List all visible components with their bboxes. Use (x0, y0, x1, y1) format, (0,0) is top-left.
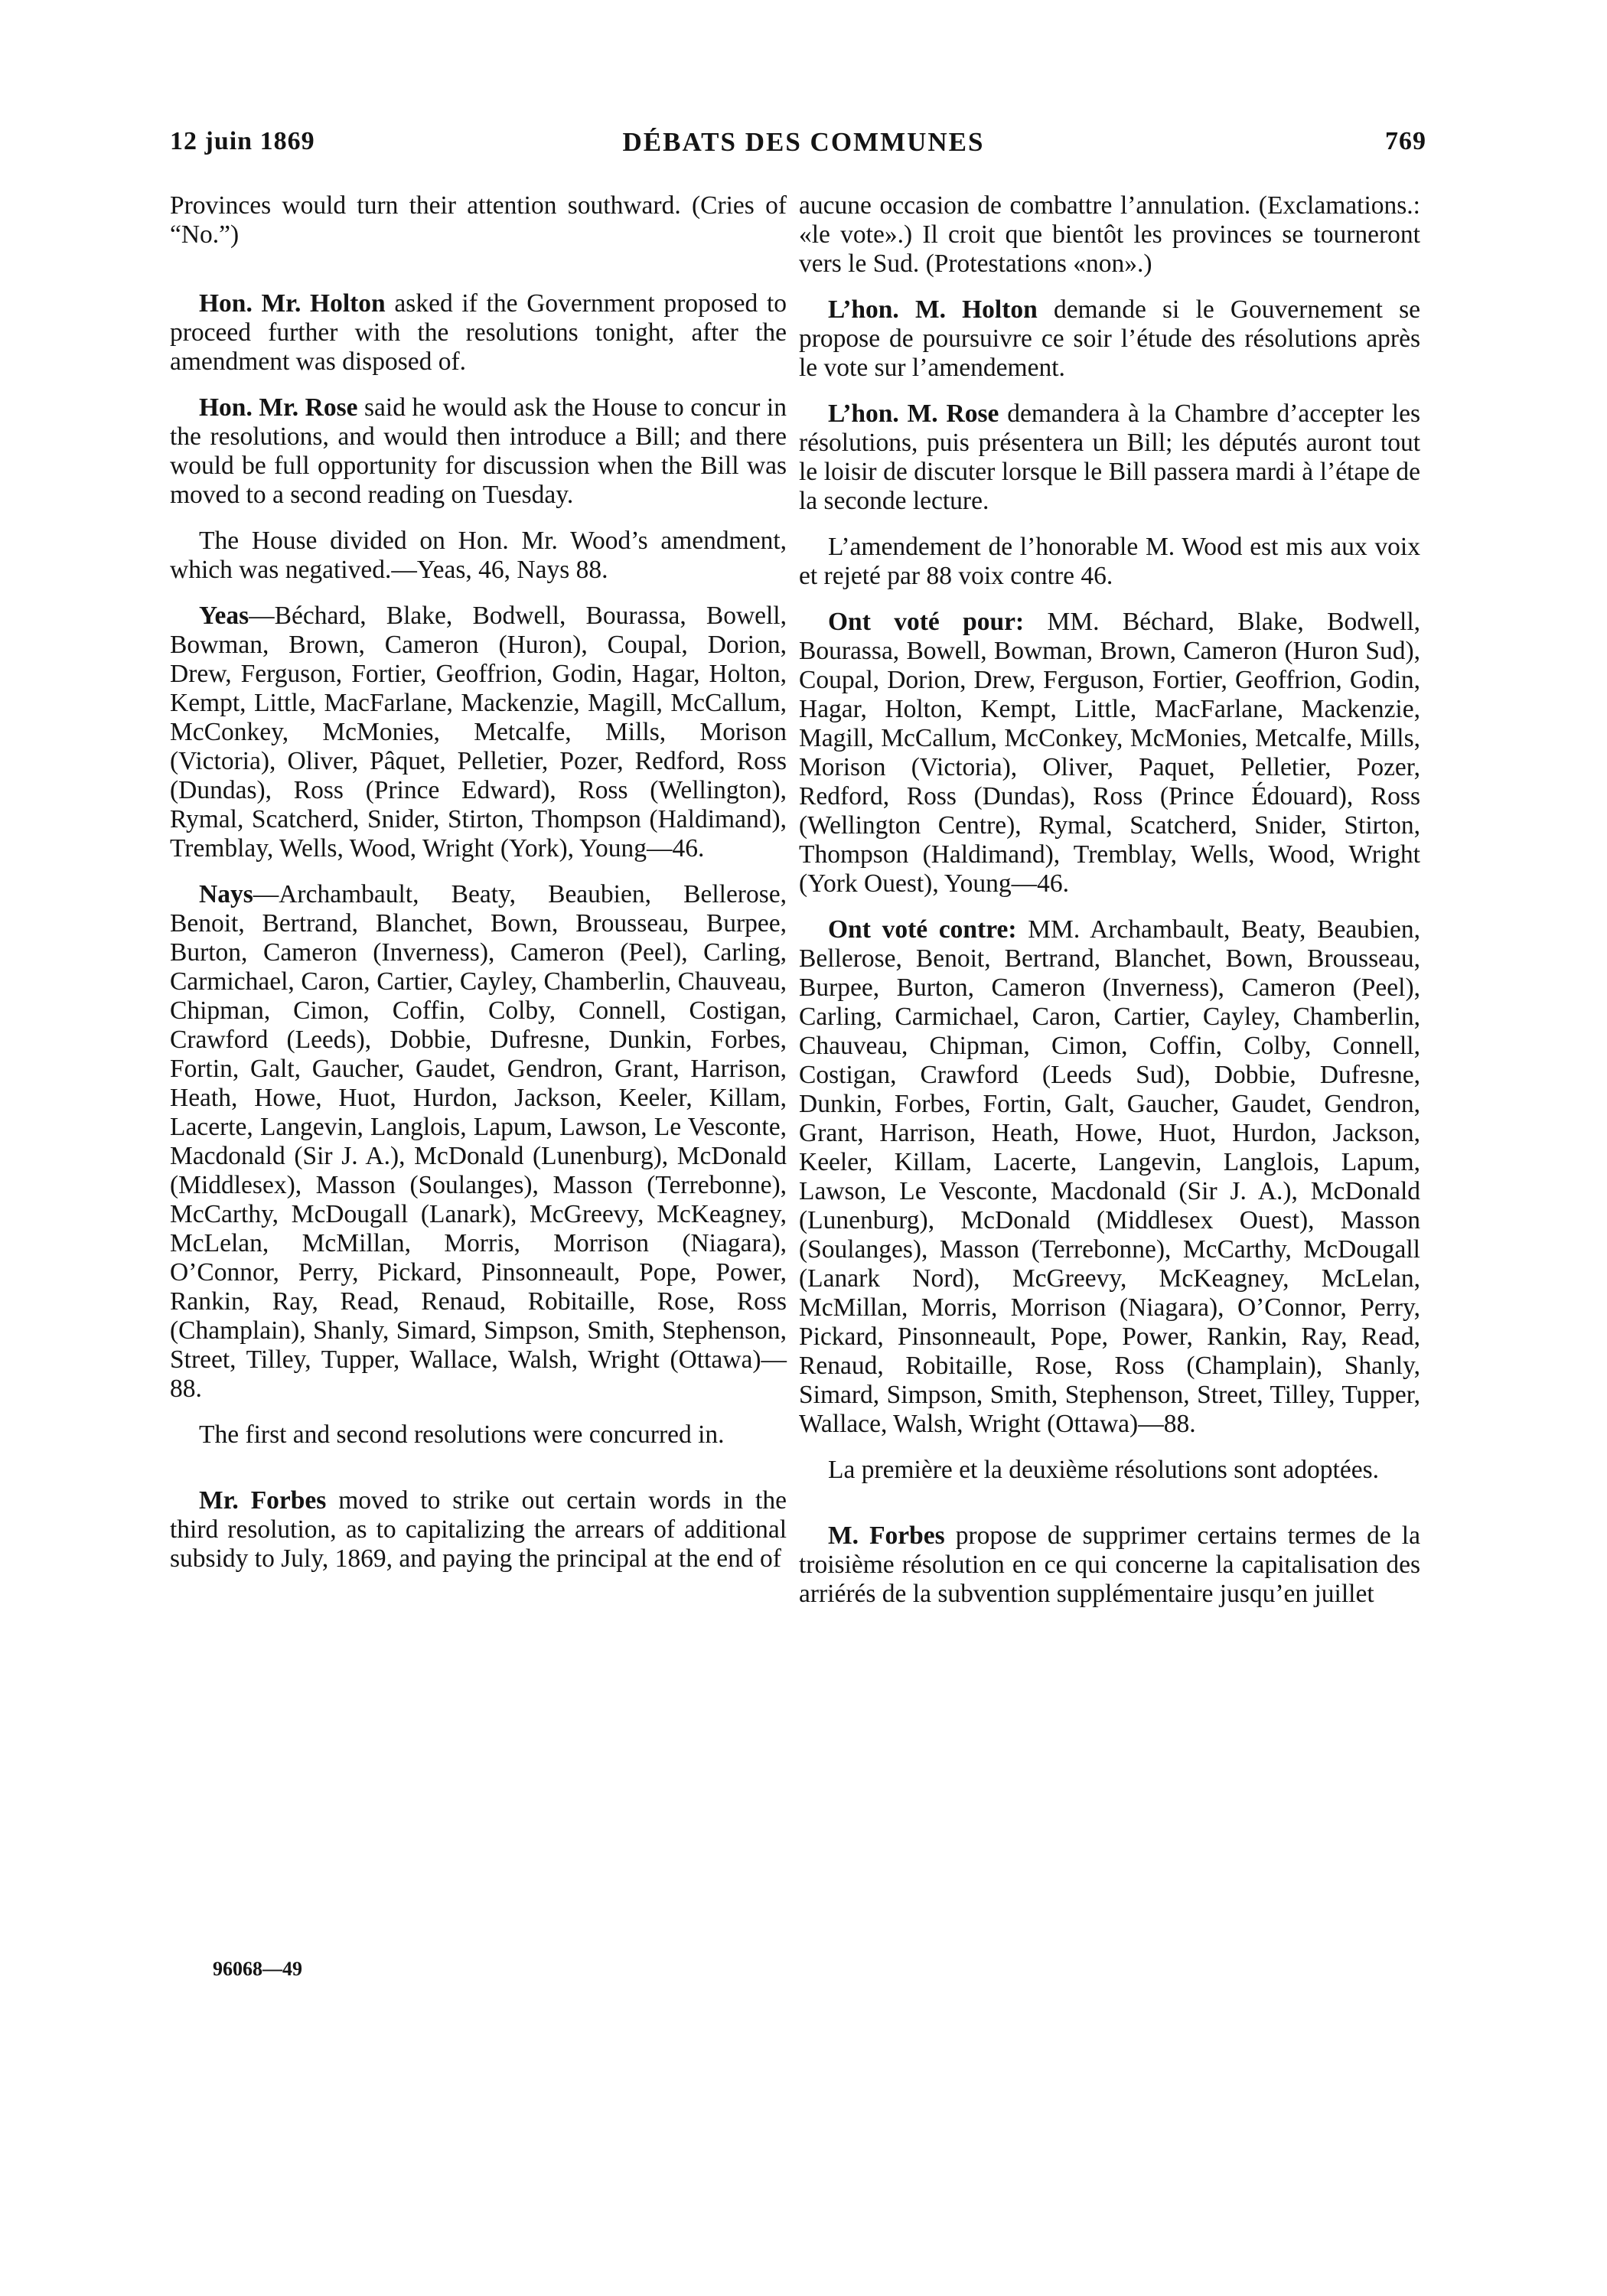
paragraph-text: asked if the Government proposed to proceed further with the resolutions tonight, after the amendment was disposed of. (170, 289, 787, 376)
yeas-list-fr (799, 608, 1420, 899)
paragraph-fr-4: L’amendement de l’honorable M. Wood est mis aux voix et rejeté par 88 voix contre 46. (799, 533, 1420, 590)
speaker-name: Hon. Mr. Holton (199, 289, 386, 318)
vote-label: Yeas (199, 602, 249, 630)
running-header-title: DÉBATS DES COMMUNES (622, 127, 985, 157)
paragraph-text: said he would ask the House to concur in the resolutions, and would then introduce a Bill; and there would be full opportunity for discussion when the Bill was moved to a second reading on Tuesday. (170, 393, 787, 509)
paragraph-fr-1: aucune occasion de combattre l’annulation. (Exclamations.: «le vote».) Il croit que bientôt les provinces se tourneront vers le Sud. (Protestations «non».) (799, 191, 1420, 278)
paragraph-fr-3 (799, 400, 1420, 516)
paragraph-en-3 (170, 393, 787, 510)
speaker-name: Hon. Mr. Rose (199, 393, 358, 422)
paragraph-en-2 (170, 289, 787, 377)
speaker-name: L’hon. M. Rose (828, 400, 999, 428)
paragraph-text: MM. Béchard, Blake, Bodwell, Bourassa, Bowell, Bowman, Brown, Cameron (Huron Sud), Coupal, Dorion, Drew, Ferguson, Fortier, Geoffrion, Godin, Hagar, Holton, Kempt, Little, MacFarlane, Mackenzie, Magill, McCallum, McConkey, McMonies, Metcalfe, Mills, Morison (Victoria), Oliver, Paquet, Pelletier, Pozer, Redford, Ross (Dundas), Ross (Prince Édouard), Ross (Wellington Centre), Rymal, Scatcherd, Snider, Stirton, Thompson (Haldimand), Tremblay, Wells, Wood, Wright (York Ouest), Young—46. (799, 608, 1420, 898)
speaker-name: Mr. Forbes (199, 1486, 327, 1515)
paragraph-fr-2 (799, 295, 1420, 383)
vote-label: Nays (199, 880, 253, 908)
paragraph-fr-8 (799, 1521, 1420, 1609)
paragraph-text: propose de supprimer certains termes de la troisième résolution en ce qui concerne la capitalisation des arriérés de la subvention supplémentaire jusqu’en juillet (799, 1521, 1420, 1608)
paragraph-text: —Archambault, Beaty, Beaubien, Bellerose, Benoit, Bertrand, Blanchet, Bown, Brousseau, Burpee, Burton, Cameron (Inverness), Cameron (Peel), Carling, Carmichael, Caron, Cartier, Cayley, Chamberlin, Chauveau, Chipman, Cimon, Coffin, Colby, Connell, Costigan, Crawford (Leeds), Dobbie, Dufresne, Dunkin, Forbes, Fortin, Galt, Gaucher, Gaudet, Gendron, Grant, Harrison, Heath, Howe, Huot, Hurdon, Jackson, Keeler, Killam, Lacerte, Langevin, Langlois, Lapum, Lawson, Le Vesconte, Macdonald (Sir J. A.), McDonald (Lunenburg), McDonald (Middlesex), Masson (Soulanges), Masson (Terrebonne), McCarthy, McDougall (Lanark), McGreevy, McKeagney, McLelan, McMillan, Morris, Morrison (Niagara), O’Connor, Perry, Pickard, Pinsonneault, Pope, Power, Rankin, Ray, Read, Renaud, Robitaille, Rose, Ross (Champlain), Shanly, Simard, Simpson, Smith, Stephenson, Street, Tilley, Tupper, Wallace, Walsh, Wright (Ottawa)—88. (170, 880, 787, 1403)
paragraph-en-8 (170, 1486, 787, 1574)
vote-label: Ont voté contre: (828, 915, 1017, 944)
printer-code: 96068—49 (213, 1958, 302, 1980)
paragraph-text: moved to strike out certain words in the third resolution, as to capitalizing the arrears of additional subsidy to July, 1869, and paying the principal at the end of (170, 1486, 787, 1573)
paragraph-text: demandera à la Chambre d’accepter les résolutions, puis présentera un Bill; les députés auront tout le loisir de discuter lorsque le Bill passera mardi à l’étape de la seconde lecture. (799, 400, 1420, 515)
speaker-name: L’hon. M. Holton (828, 295, 1038, 324)
english-column (170, 191, 787, 1590)
vote-label: Ont voté pour: (828, 608, 1025, 636)
yeas-list (170, 602, 787, 863)
speaker-name: M. Forbes (828, 1521, 945, 1550)
paragraph-text: demande si le Gouvernement se propose de poursuivre ce soir l’étude des résolutions après le vote sur l’amendement. (799, 295, 1420, 382)
nays-list-fr (799, 915, 1420, 1439)
paragraph-en-4: The House divided on Hon. Mr. Wood’s amendment, which was negatived.—Yeas, 46, Nays 88. (170, 527, 787, 584)
paragraph-fr-7: La première et la deuxième résolutions sont adoptées. (828, 1456, 1380, 1484)
running-header-date: 12 juin 1869 (170, 127, 315, 155)
paragraph-en-1: Provinces would turn their attention southward. (Cries of “No.”) (170, 191, 787, 249)
paragraph-text: MM. Archambault, Beaty, Beaubien, Bellerose, Benoit, Bertrand, Blanchet, Bown, Brousseau, Burpee, Burton, Cameron (Inverness), Cameron (Peel), Carling, Carmichael, Caron, Cartier, Cayley, Chamberlin, Chauveau, Chipman, Cimon, Coffin, Colby, Connell, Costigan, Crawford (Leeds Sud), Dobbie, Dufresne, Dunkin, Forbes, Fortin, Galt, Gaucher, Gaudet, Gendron, Grant, Harrison, Heath, Howe, Huot, Hurdon, Jackson, Keeler, Killam, Lacerte, Langevin, Langlois, Lapum, Lawson, Le Vesconte, Macdonald (Sir J. A.), McDonald (Lunenburg), McDonald (Middlesex Ouest), Masson (Soulanges), Masson (Terrebonne), McCarthy, McDougall (Lanark Nord), McGreevy, McKeagney, McLelan, McMillan, Morris, Morrison (Niagara), O’Connor, Perry, Pickard, Pinsonneault, Pope, Power, Rankin, Ray, Read, Renaud, Robitaille, Rose, Ross (Champlain), Shanly, Simard, Simpson, Smith, Stephenson, Street, Tilley, Tupper, Wallace, Walsh, Wright (Ottawa)—88. (799, 915, 1420, 1438)
page-number: 769 (1385, 127, 1426, 155)
paragraph-en-7: The first and second resolutions were concurred in. (199, 1420, 725, 1449)
paragraph-text: —Béchard, Blake, Bodwell, Bourassa, Bowell, Bowman, Brown, Cameron (Huron), Coupal, Dorion, Drew, Ferguson, Fortier, Geoffrion, Godin, Hagar, Holton, Kempt, Little, MacFarlane, Mackenzie, Magill, McCallum, McConkey, McMonies, Metcalfe, Mills, Morison (Victoria), Oliver, Pâquet, Pelletier, Pozer, Redford, Ross (Dundas), Ross (Prince Edward), Ross (Wellington), Rymal, Scatcherd, Snider, Stirton, Thompson (Haldimand), Tremblay, Wells, Wood, Wright (York), Young—46. (170, 602, 787, 863)
french-column (799, 191, 1420, 1626)
nays-list (170, 880, 787, 1404)
